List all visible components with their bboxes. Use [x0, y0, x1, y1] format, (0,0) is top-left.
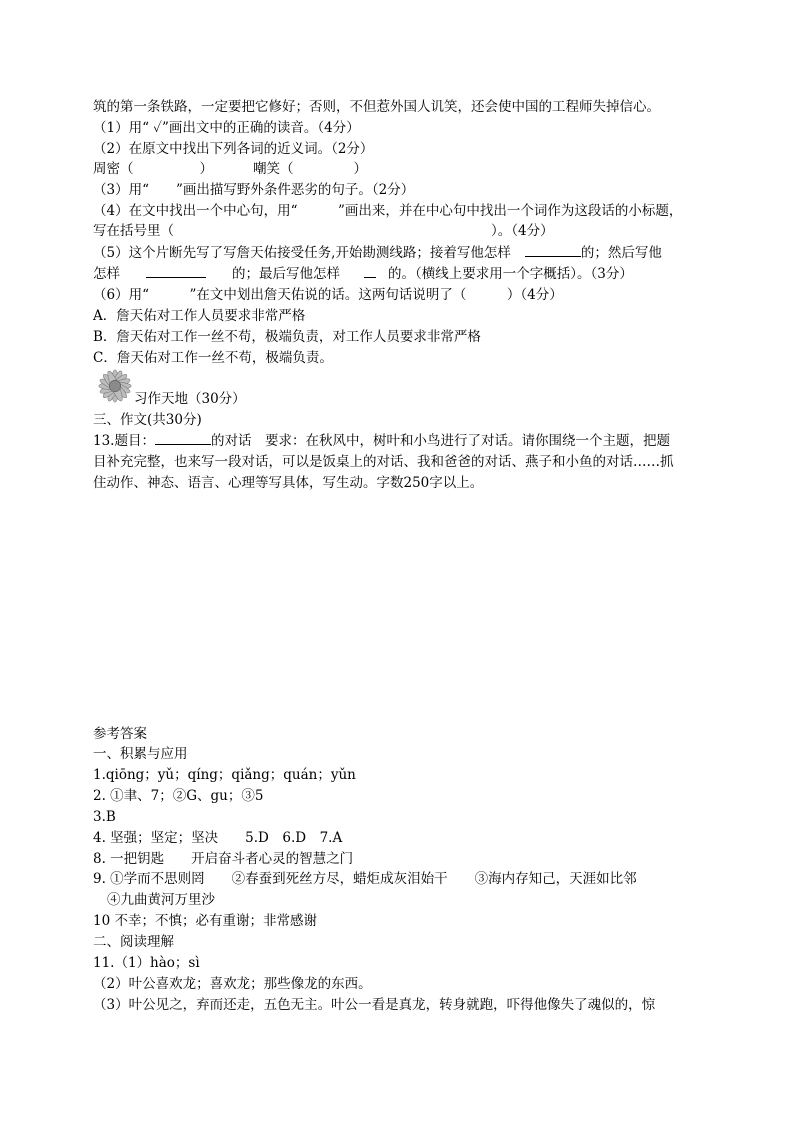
question-5 — [93, 243, 662, 263]
q5-text-a: （5）这个片断先写了写詹天佑接受任务,开始勘测线路；接着写他怎样 — [93, 245, 511, 261]
question-2: （2）在原文中找出下列各词的近义词。（2分） — [93, 141, 374, 157]
answer-9: 9. ①学而不思则罔 ②春蚕到死丝方尽，蜡炬成灰泪始干 ③海内存知己，天涯如比邻 — [93, 871, 637, 887]
word-a-label: 周密（ — [93, 161, 134, 177]
answers-section-2: 二、阅读理解 — [93, 934, 174, 950]
option-a: A．詹天佑对工作人员要求非常严格 — [93, 308, 306, 324]
q5-text-e: 的。（横线上要求用一个字概括）。（3分） — [388, 266, 633, 282]
answer-9-continued: ④九曲黄河万里沙 — [107, 892, 215, 908]
prompt-text: 的对话 要求：在秋风中，树叶和小鸟进行了对话。请你围绕一个主题，把题 — [210, 433, 670, 449]
answer-3: 3.B — [93, 809, 116, 825]
word-b-label: 嘲笑（ — [253, 161, 294, 177]
answer-8: 8. 一把钥匙 开启奋斗者心灵的智慧之门 — [93, 851, 354, 867]
q5-blank-2[interactable] — [146, 264, 206, 278]
composition-prompt-line2: 目补充完整，也来写一段对话，可以是饭桌上的对话、我和爸爸的对话、燕子和小鱼的对话……抓 — [93, 454, 674, 470]
q4-bracket-close: ）。（4分） — [491, 223, 554, 239]
q5-text-d: 的；最后写他怎样 — [232, 266, 340, 282]
answers-section-1: 一、积累与应用 — [93, 746, 188, 762]
question-3: （3）用“ ”画出描写野外条件恶劣的句子。（2分） — [93, 182, 415, 198]
answer-11-3: （3）叶公见之，弃而还走，五色无主。叶公一看是真龙，转身就跑，吓得他像失了魂似的，惊 — [93, 997, 656, 1013]
prompt-number: 13.题目： — [93, 433, 155, 449]
q5-text-b: 的；然后写他 — [580, 245, 662, 261]
question-6: （6）用“ ”在文中划出詹天佑说的话。这两句话说明了（ ）（4分） — [93, 287, 563, 303]
title-blank[interactable] — [155, 431, 211, 445]
answers-title: 参考答案 — [93, 726, 147, 742]
flower-icon — [96, 367, 134, 405]
question-2-words — [93, 159, 367, 179]
option-b: B．詹天佑对工作一丝不苟，极端负责，对工作人员要求非常严格 — [93, 329, 481, 345]
question-1: （1）用“ ✓”画出文中的正确的读音。（4分） — [93, 120, 360, 136]
q5-blank-3[interactable] — [364, 264, 376, 278]
question-5-continued — [93, 264, 633, 284]
answer-2: 2. ①聿、7；②G、gu；③5 — [93, 788, 264, 804]
option-c: C．詹天佑对工作一丝不苟，极端负责。 — [93, 350, 333, 366]
q5-blank-1[interactable] — [525, 243, 581, 257]
answer-10: 10 不幸；不慎；必有重谢；非常感谢 — [93, 913, 317, 929]
q5-text-c: 怎样 — [93, 266, 120, 282]
composition-prompt — [93, 431, 670, 451]
answer-4: 4. 坚强；坚定；坚决 5.D 6.D 7.A — [93, 830, 343, 846]
q4-bracket-open: 写在括号里（ — [93, 223, 174, 239]
section-title-writing: 习作天地（30分） — [134, 391, 246, 407]
answer-11-2: （2）叶公喜欢龙；喜欢龙；那些像龙的东西。 — [93, 976, 372, 992]
answer-11: 11.（1）hào；sì — [93, 955, 200, 971]
word-b-close: ） — [353, 161, 367, 177]
question-4: （4）在文中找出一个中心句，用“ ”画出来，并在中心句中找出一个词作为这段话的小标题， — [93, 203, 683, 219]
composition-prompt-line3: 住动作、神态、语言、心理等写具体，写生动。字数250字以上。 — [93, 475, 484, 491]
question-4-continued — [93, 221, 554, 241]
word-a-close: ） — [199, 161, 213, 177]
reading-intro: 筑的第一条铁路，一定要把它修好；否则，不但惹外国人讥笑，还会使中国的工程师失掉信心。 — [93, 99, 660, 115]
answer-1: 1.qiōng；yǔ；qíng；qiǎng；quán；yǔn — [93, 767, 356, 783]
composition-heading: 三、作文(共30分) — [93, 412, 202, 428]
